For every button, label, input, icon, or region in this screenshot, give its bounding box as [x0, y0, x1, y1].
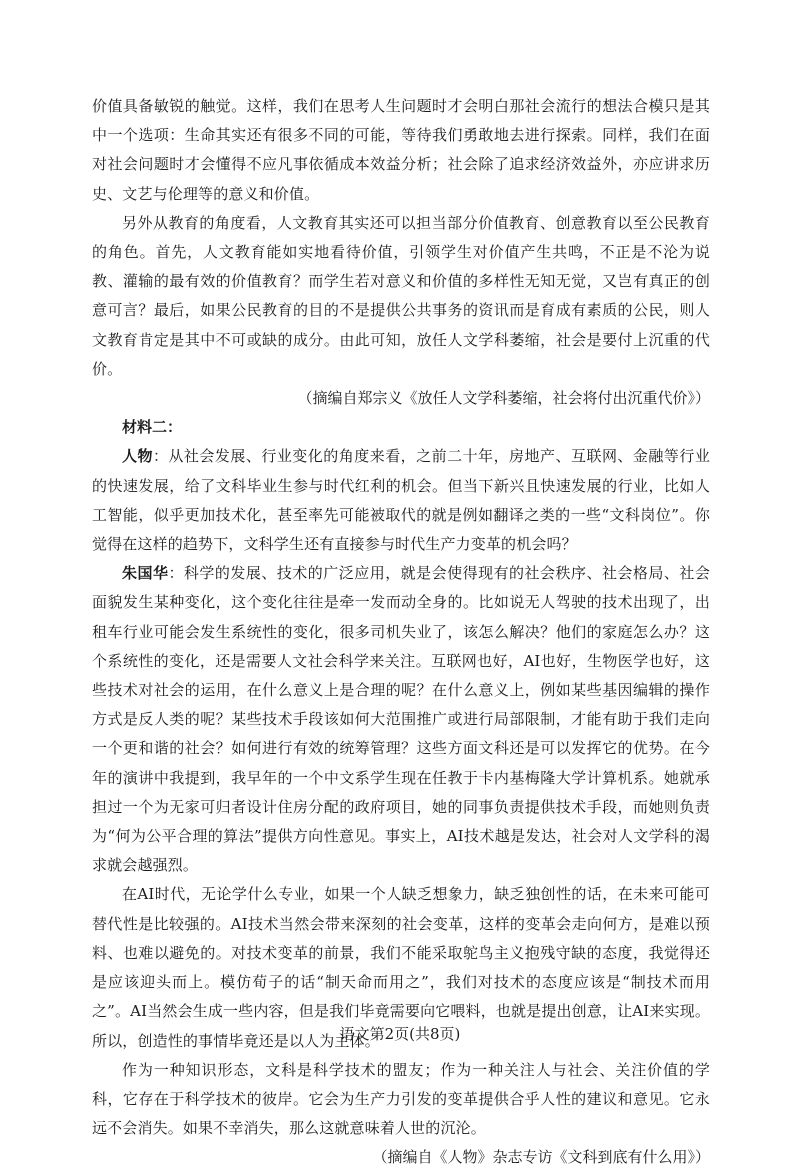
- interviewer-label: 人物: [122, 447, 153, 466]
- answer-paragraph: [92, 559, 710, 880]
- material-two-heading: 材料二：: [122, 418, 183, 437]
- answer-speaker-label: 朱国华: [122, 564, 169, 583]
- ally-paragraph: 作为一种知识形态，文科是科学技术的盟友；作为一种关注人与社会、关注价值的学科，它存在于科学技术的彼岸。它会为生产力引发的变革提供合乎人性的建议和意见。它永远不会消失。如果不幸消失，那么这就意味着人世的沉沦。: [92, 1060, 710, 1138]
- material-one-continuation: 价值具备敏锐的触觉。这样，我们在思考人生问题时才会明白那社会流行的想法合模只是其中一个选项：生命其实还有很多不同的可能，等待我们勇敢地去进行探索。同样，我们在面对社会问题时才会懂得不应凡事依循成本效益分析；社会除了追求经济效益外，亦应讲求历史、文艺与伦理等的意义和价值。: [92, 97, 710, 203]
- material-one-education-paragraph: 另外从教育的角度看，人文教育其实还可以担当部分价值教育、创意教育以至公民教育的角色。首先，人文教育能如实地看待价值，引领学生对价值产生共鸣，不正是不沦为说教、灌输的最有效的价值教育？而学生若对意义和价值的多样性无知无觉，又岂有真正的创意可言？最后，如果公民教育的目的不是提供公共事务的资讯而是育成有素质的公民，则人文教育肯定是其中不可或缺的成分。由此可知，放任人文学科萎缩，社会是要付上沉重的代价。: [92, 213, 710, 378]
- interviewer-question-text: ：从社会发展、行业变化的角度来看，之前二十年，房地产、互联网、金融等行业的快速发展，给了文科毕业生参与时代红利的机会。但当下新兴且快速发展的行业，比如人工智能，似乎更加技术化，甚至率先可能被取代的就是例如翻译之类的一些“文科岗位”。你觉得在这样的趋势下，文科学生还有直接参与时代生产力变革的机会吗？: [92, 447, 710, 554]
- exam-page-body: [92, 92, 710, 1173]
- interviewer-question: [92, 442, 710, 559]
- answer-paragraph-text: ：科学的发展、技术的广泛应用，就是会使得现有的社会秩序、社会格局、社会面貌发生某种变化，这个变化往往是牵一发而动全身的。比如说无人驾驶的技术出现了，出租车行业可能会发生系统性的变化，很多司机失业了，该怎么解决？他们的家庭怎么办？这个系统性的变化，还是需要人文社会科学来关注。互联网也好，AI也好，生物医学也好，这些技术对社会的运用，在什么意义上是合理的呢？在什么意义上，例如某些基因编辑的操作方式是反人类的呢？某些技术手段该如何大范围推广或进行局部限制，才能有助于我们走向一个更和谐的社会？如何进行有效的统筹管理？这些方面文科还是可以发挥它的优势。在今年的演讲中我提到，我早年的一个中文系学生现在任教于卡内基梅隆大学计算机系。她就承担过一个为无家可归者设计住房分配的政府项目，她的同事负责提供技术手段，而她则负责为“何为公平合理的算法”提供方向性意见。事实上，AI技术越是发达，社会对人文学科的渴求就会越强烈。: [92, 564, 710, 875]
- ai-era-paragraph: 在AI时代，无论学什么专业，如果一个人缺乏想象力，缺乏独创性的话，在未来可能可替代性是比较强的。AI技术当然会带来深刻的社会变革，这样的变革会走向何方，是难以预料、也难以避免的。对技术变革的前景，我们不能采取鸵鸟主义抱残守缺的态度，我觉得还是应该迎头而上。模仿荀子的话“制天命而用之”，我们对技术的态度应该是“制技术而用之”。AI当然会生成一些内容，但是我们毕竟需要向它喂料，也就是提出创意，让AI来实现。所以，创造性的事情毕竟还是以人为主体。: [92, 885, 710, 1050]
- material-one-source: （摘编自郑宗义《放任人文学科萎缩，社会将付出沉重代价》）: [297, 389, 710, 408]
- material-two-source: （摘编自《人物》杂志专访《文科到底有什么用》）: [372, 1148, 710, 1167]
- page-footer: 语文第2页(共8页): [339, 1025, 461, 1043]
